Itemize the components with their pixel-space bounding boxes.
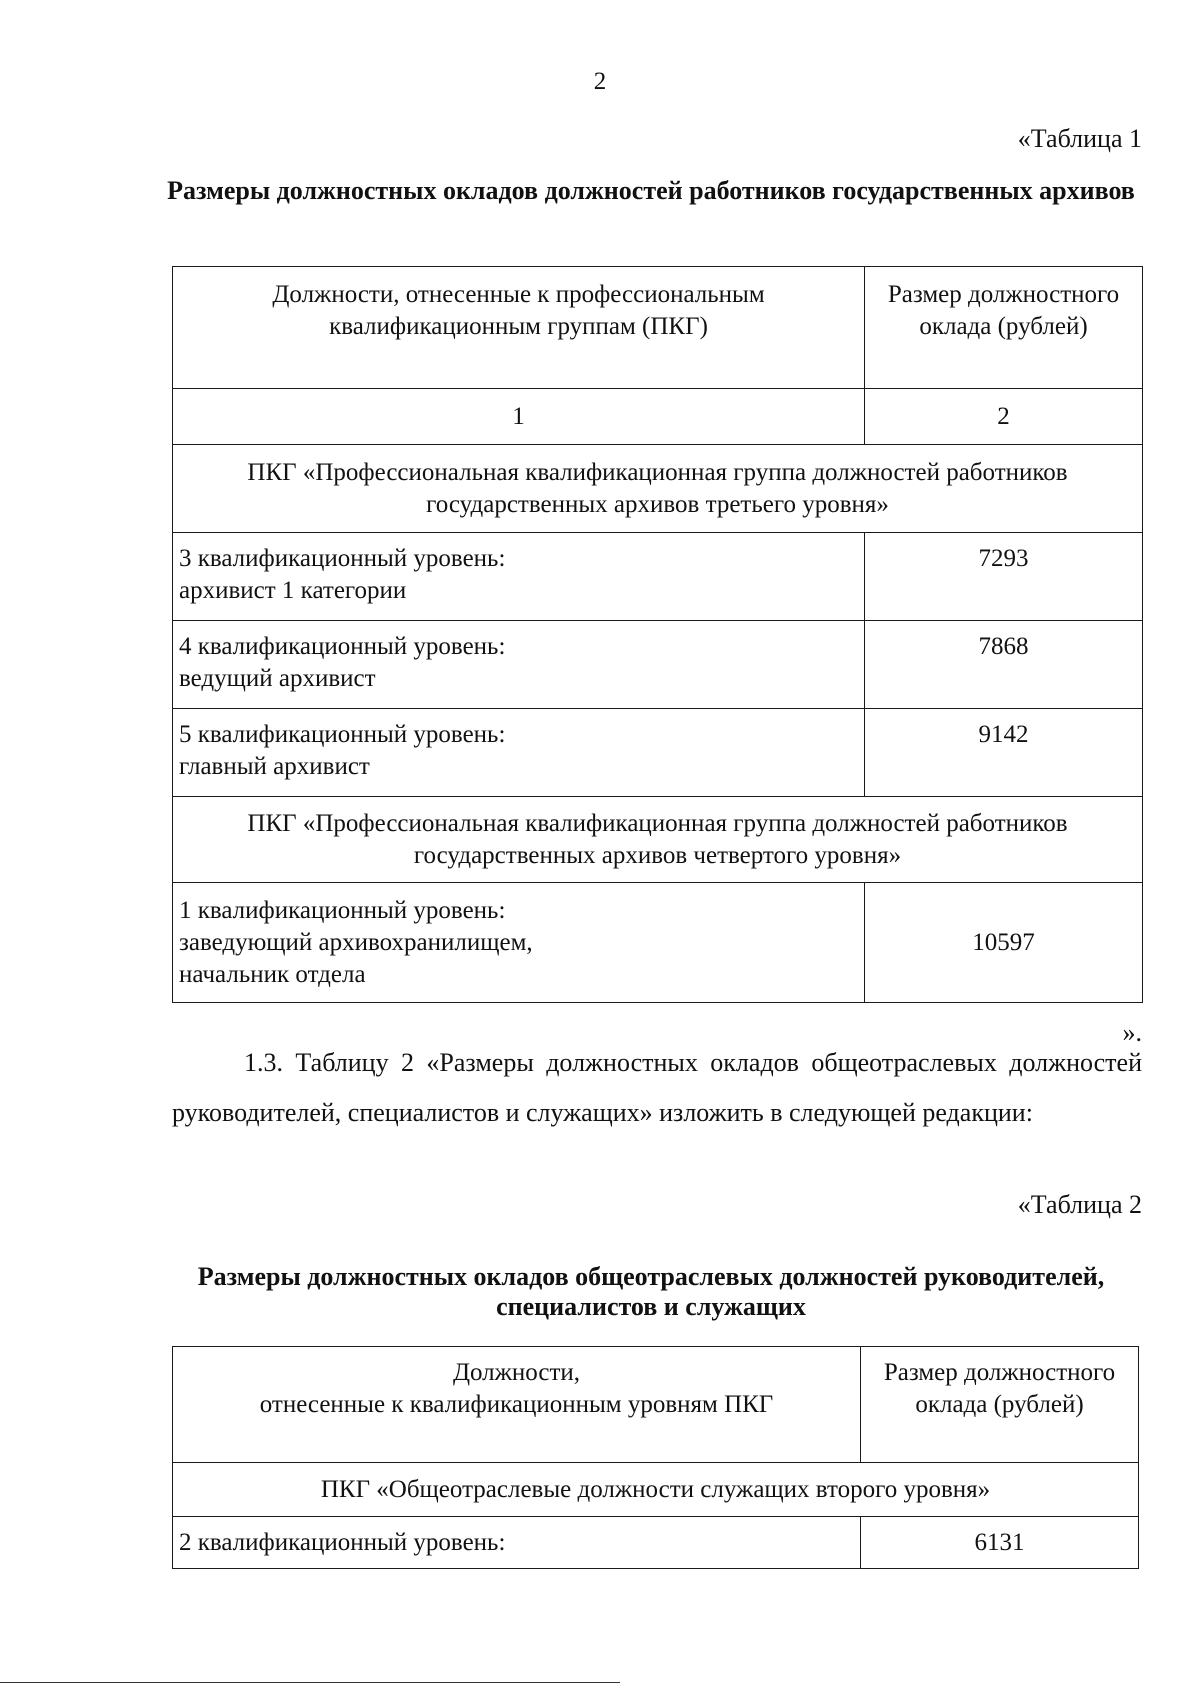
table2-header-line: Должности, — [452, 1359, 581, 1386]
position-cell — [173, 883, 865, 1003]
salary-value: 7293 — [865, 533, 1143, 621]
table1-title: Размеры должностных окладов должностей работников государственных архивов — [167, 176, 1135, 205]
table1-group-row — [173, 797, 1143, 883]
table2-title: Размеры должностных окладов общеотраслевых должностей руководителей, специалистов и служащих — [197, 1262, 1105, 1321]
group-title: ПКГ «Общеотраслевые должности служащих второго уровня» — [173, 1463, 1139, 1517]
position-name: ведущий архивист — [179, 665, 376, 692]
position-name: главный архивист — [179, 753, 370, 780]
table1-header-positions: Должности, отнесенные к профессиональным квалификационным группам (ПКГ) — [173, 267, 865, 389]
table1-closing-mark: ». — [1122, 1018, 1142, 1047]
position-name: начальник отдела — [179, 960, 366, 988]
qualification-level: 1 квалификационный уровень: — [179, 896, 506, 924]
table2-header-row — [173, 1347, 1139, 1463]
table1-column-number: 2 — [865, 389, 1143, 445]
salary-value: 7868 — [865, 621, 1143, 709]
position-name: заведующий архивохранилищем, — [179, 928, 533, 956]
group-title: ПКГ «Профессиональная квалификационная группа должностей работников государственных архивов третьего уровня» — [173, 445, 1143, 533]
salary-value: 6131 — [861, 1517, 1139, 1569]
table2-header-salary: Размер должностного оклада (рублей) — [861, 1347, 1139, 1463]
qualification-level: 5 квалификационный уровень: — [179, 721, 506, 748]
table1-column-numbers-row — [173, 389, 1143, 445]
paragraph-1-3: 1.3. Таблицу 2 «Размеры должностных окладов общеотраслевых должностей руководителей, специалистов и служащих» изложить в следующей редакции: — [172, 1048, 1142, 1127]
table-row — [173, 533, 1143, 621]
qualification-level: 2 квалификационный уровень: — [173, 1517, 861, 1569]
table2 — [172, 1346, 1139, 1569]
table1-group-row — [173, 445, 1143, 533]
bottom-rule — [0, 1682, 620, 1683]
table1-caption: «Таблица 1 — [1017, 124, 1142, 153]
table1-header-row — [173, 267, 1143, 389]
table2-group-row — [173, 1463, 1139, 1517]
table2-caption: «Таблица 2 — [1017, 1190, 1142, 1219]
table-row — [173, 709, 1143, 797]
table1-header-salary: Размер должностного оклада (рублей) — [865, 267, 1143, 389]
group-title: ПКГ «Профессиональная квалификационная группа должностей работников государственных архивов четвертого уровня» — [173, 797, 1143, 883]
table2-header-positions — [173, 1347, 861, 1463]
table-row — [173, 1517, 1139, 1569]
table1-column-number: 1 — [173, 389, 865, 445]
qualification-level: 3 квалификационный уровень: — [179, 545, 506, 572]
position-cell — [173, 533, 865, 621]
salary-value: 9142 — [865, 709, 1143, 797]
table1 — [172, 266, 1143, 1003]
salary-value: 10597 — [865, 883, 1143, 1003]
table2-header-line: отнесенные к квалификационным уровням ПКГ — [259, 1391, 774, 1418]
table-row — [173, 621, 1143, 709]
qualification-level: 4 квалификационный уровень: — [179, 633, 506, 660]
page-number: 2 — [593, 68, 607, 95]
table-row — [173, 883, 1143, 1003]
position-cell — [173, 709, 865, 797]
position-cell — [173, 621, 865, 709]
position-name: архивист 1 категории — [179, 577, 407, 604]
